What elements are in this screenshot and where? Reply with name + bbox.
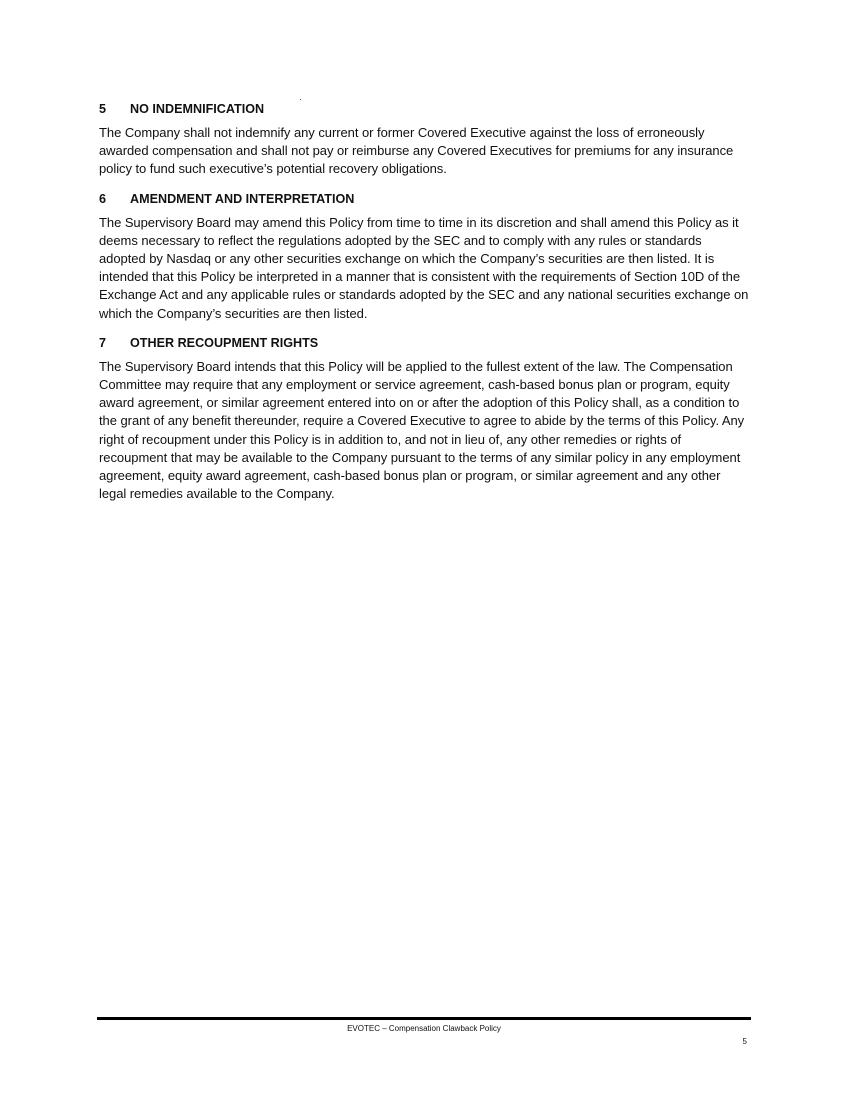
footer-title: EVOTEC – Compensation Clawback Policy <box>347 1024 501 1033</box>
section-number: 5 <box>99 102 107 116</box>
section-paragraph: The Supervisory Board intends that this Policy will be applied to the fullest extent of the law. The Compensation Committee may require that any employment or service agreement, cash-based bonus plan or program, equity award agreement, or similar agreement entered into on or after the adoption of this Policy shall, as a condition to the grant of any benefit thereunder, require a Covered Executive to agree to abide by the terms of this Policy. Any right of recoupment under this Policy is in addition to, and not in lieu of, any other remedies or rights of recoupment that may be available to the Company pursuant to the terms of any similar policy in any employment agreement, equity award agreement, cash-based bonus plan or program, or similar agreement and any other legal remedies available to the Company. <box>99 358 745 502</box>
section-heading <box>99 335 751 351</box>
section-number: 6 <box>99 191 107 206</box>
section-title: OTHER RECOUPMENT RIGHTS <box>130 335 319 350</box>
section-number: 7 <box>99 335 107 350</box>
footer-divider <box>97 1017 751 1020</box>
page-number: 5 <box>742 1037 747 1046</box>
section-heading <box>99 191 751 207</box>
section-amendment-and-interpretation <box>99 191 751 323</box>
section-paragraph: The Company shall not indemnify any current or former Covered Executive against the loss of erroneously awarded compensation and shall not pay or reimburse any Covered Executives for premiums for any insurance policy to fund such executive’s potential recovery obligations. <box>99 125 734 177</box>
section-other-recoupment-rights <box>99 335 751 504</box>
section-title: NO INDEMNIFICATION <box>130 102 265 116</box>
section-heading <box>99 101 751 117</box>
stray-mark <box>300 99 301 100</box>
section-title: AMENDMENT AND INTERPRETATION <box>130 191 355 206</box>
section-no-indemnification <box>99 101 751 179</box>
section-paragraph: The Supervisory Board may amend this Policy from time to time in its discretion and shall amend this Policy as it deems necessary to reflect the regulations adopted by the SEC and to comply with any rules or standards adopted by Nasdaq or any other securities exchange on which the Company’s securities are then listed. It is intended that this Policy be interpreted in a manner that is consistent with the requirements of Section 10D of the Exchange Act and any applicable rules or standards adopted by the SEC and any national securities exchange on which the Company’s securities are then listed. <box>99 214 749 321</box>
document-content <box>99 101 751 515</box>
